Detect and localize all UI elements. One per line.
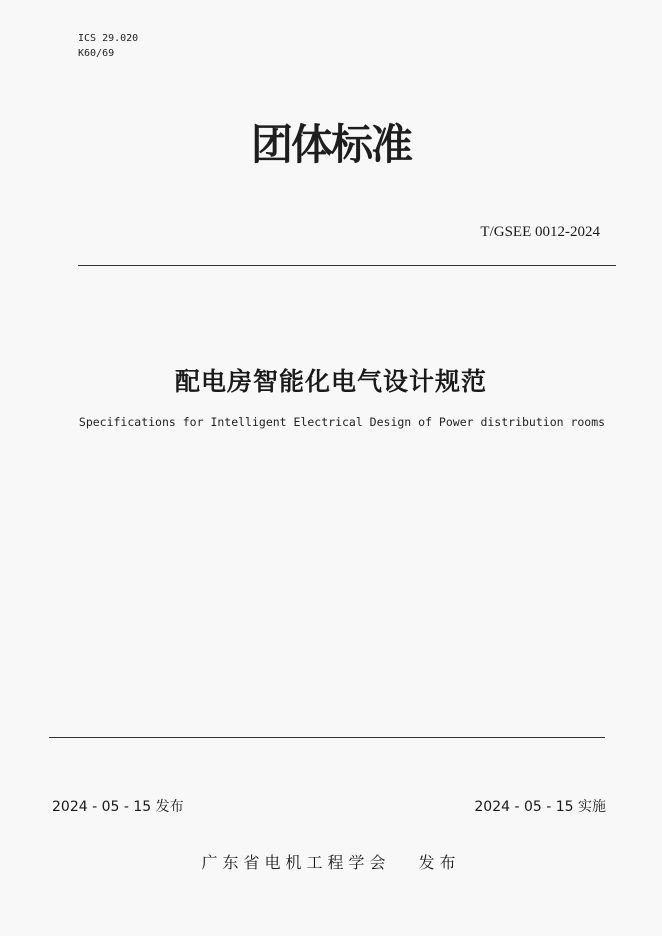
top-divider [78, 265, 616, 266]
standard-type-heading: 团体标准 [250, 120, 411, 169]
implement-date: 2024 - 05 - 15 实施 [474, 799, 606, 815]
document-title-chinese: 配电房智能化电气设计规范 [174, 367, 487, 396]
standard-number: T/GSEE 0012-2024 [480, 224, 600, 240]
publish-date: 2024 - 05 - 15 发布 [52, 799, 184, 815]
classification-codes [78, 31, 138, 61]
issuer-organization: 广东省电机工程学会 [201, 853, 391, 872]
ics-code: ICS 29.020 [78, 33, 139, 44]
issuer-action: 发布 [418, 853, 461, 872]
document-title-english: Specifications for Intelligent Electrical Design of Power distribution rooms [78, 415, 606, 429]
bottom-divider [49, 737, 605, 738]
issuer-line [0, 850, 662, 873]
ccs-code: K60/69 [78, 48, 115, 59]
